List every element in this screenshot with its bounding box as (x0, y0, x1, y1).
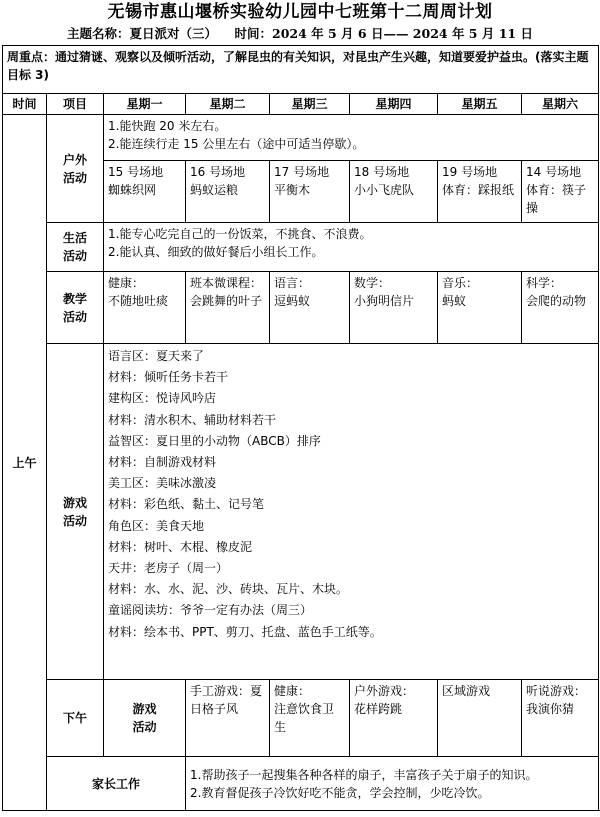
time-label: 时间： (234, 26, 272, 41)
game-item-3: 建构区：悦诗风吟店 (108, 391, 217, 406)
life-goal-2: 2.能认真、细致的做好餐后小组长工作。 (108, 245, 324, 259)
game-item-2: 材料：倾听任务卡若干 (108, 370, 229, 385)
morning-label: 上午 (3, 115, 47, 811)
game-item-8: 材料：彩色纸、黏土、记号笔 (108, 497, 265, 512)
parents-item-2: 2.教育督促孩子冷饮好吃不能贪，学会控制，少吃冷饮。 (190, 785, 490, 800)
life-label-text: 生活活动 (62, 231, 87, 263)
game-item-9: 角色区：美食天地 (108, 518, 205, 533)
header-item: 项目 (47, 94, 104, 115)
game-label-text: 游戏活动 (62, 495, 87, 528)
outdoor-goals (104, 115, 599, 161)
teaching-sat: 科学： 会爬的动物 (522, 272, 599, 344)
header-thu: 星期四 (350, 94, 438, 115)
outdoor-label-text: 户外活动 (62, 152, 87, 185)
page-title: 无锡市惠山堰桥实验幼儿园中七班第十二周周计划 (107, 2, 493, 22)
header-mon: 星期一 (104, 94, 186, 115)
parents-list (186, 757, 599, 811)
life-goals (104, 223, 599, 272)
outdoor-goals-row (3, 115, 599, 161)
outdoor-fri: 19 号场地 体育：踩报纸 (438, 161, 522, 223)
theme-name: 夏日派对（三） (129, 26, 218, 41)
outdoor-goal-1: 1.能快跑 20 米左右。 (108, 119, 227, 133)
game-item-7: 美工区：美味冰激凌 (108, 476, 217, 491)
teaching-fri: 音乐： 蚂蚁 (438, 272, 522, 344)
afternoon-label: 下午 (47, 680, 104, 757)
parents-label: 家长工作 (47, 757, 186, 811)
game-item-11: 天井：老房子（周一） (108, 561, 229, 576)
header-fri: 星期五 (438, 94, 522, 115)
teaching-row (3, 272, 599, 344)
outdoor-mon: 15 号场地 蜘蛛织网 (104, 161, 186, 223)
afternoon-row (3, 680, 599, 757)
life-label (47, 223, 104, 272)
time-range: 2024 年 5 月 6 日—— 2024 年 5 月 11 日 (272, 26, 533, 41)
life-goal-1: 1.能专心吃完自己的一份饭菜，不挑食、不浪费。 (108, 227, 372, 241)
afternoon-game-label (104, 680, 186, 757)
outdoor-wed: 17 号场地 平衡木 (270, 161, 350, 223)
game-item-12: 材料：水、水、泥、沙、砖块、瓦片、木块。 (108, 582, 349, 597)
outdoor-thu: 18 号场地 小小飞虎队 (350, 161, 438, 223)
header-wed: 星期三 (270, 94, 350, 115)
game-item-5: 益智区：夏日里的小动物（ABCB）排序 (108, 433, 321, 448)
teaching-wed: 语言： 逗蚂蚁 (270, 272, 350, 344)
afternoon-tue: 健康： 注意饮食卫生 (270, 680, 350, 757)
game-label (47, 344, 104, 680)
afternoon-mon: 手工游戏：夏日格子风 (186, 680, 270, 757)
game-row (3, 344, 599, 680)
afternoon-game-label-text: 游戏活动 (132, 702, 157, 734)
week-focus: 周重点：通过猜谜、观察以及倾听活动，了解昆虫的有关知识，对昆虫产生兴趣，知道要爱护益虫。(落实主题目标 3) (3, 46, 599, 94)
game-item-1: 语言区：夏天来了 (108, 349, 205, 363)
plan-table (2, 45, 599, 811)
theme-label: 主题名称： (67, 26, 130, 41)
parents-item-1: 1.帮助孩子一起搜集各种各样的扇子，丰富孩子关于扇子的知识。 (190, 767, 538, 782)
subtitle (0, 24, 600, 44)
afternoon-fri: 听说游戏： 我演你猜 (522, 680, 599, 757)
teaching-thu: 数学： 小狗明信片 (350, 272, 438, 344)
focus-row (3, 46, 599, 94)
parents-row (3, 757, 599, 811)
life-row (3, 223, 599, 272)
outdoor-tue: 16 号场地 蚂蚁运粮 (186, 161, 270, 223)
header-sat: 星期六 (522, 94, 599, 115)
teaching-label-text: 教学活动 (62, 291, 87, 324)
header-row (3, 94, 599, 115)
teaching-label (47, 272, 104, 344)
header-time: 时间 (3, 94, 47, 115)
afternoon-thu: 区域游戏 (438, 680, 522, 757)
outdoor-goal-2: 2.能连续行走 15 公里左右（途中可适当停歇）。 (108, 137, 365, 151)
game-item-6: 材料：自制游戏材料 (108, 455, 217, 470)
header-tue: 星期二 (186, 94, 270, 115)
game-item-14: 材料：绘本书、PPT、剪刀、托盘、蓝色手工纸等。 (108, 624, 382, 639)
outdoor-label (47, 115, 104, 223)
outdoor-sat: 14 号场地 体育：筷子操 (522, 161, 599, 223)
game-item-4: 材料：清水积木、辅助材料若干 (108, 412, 277, 427)
game-list (104, 344, 599, 680)
teaching-tue: 班本微课程：会跳舞的叶子 (186, 272, 270, 344)
game-item-13: 童谣阅读坊：爷爷一定有办法（周三） (108, 603, 313, 618)
game-item-10: 材料：树叶、木棍、橡皮泥 (108, 539, 253, 554)
teaching-mon: 健康： 不随地吐痰 (104, 272, 186, 344)
afternoon-wed: 户外游戏： 花样跨跳 (350, 680, 438, 757)
